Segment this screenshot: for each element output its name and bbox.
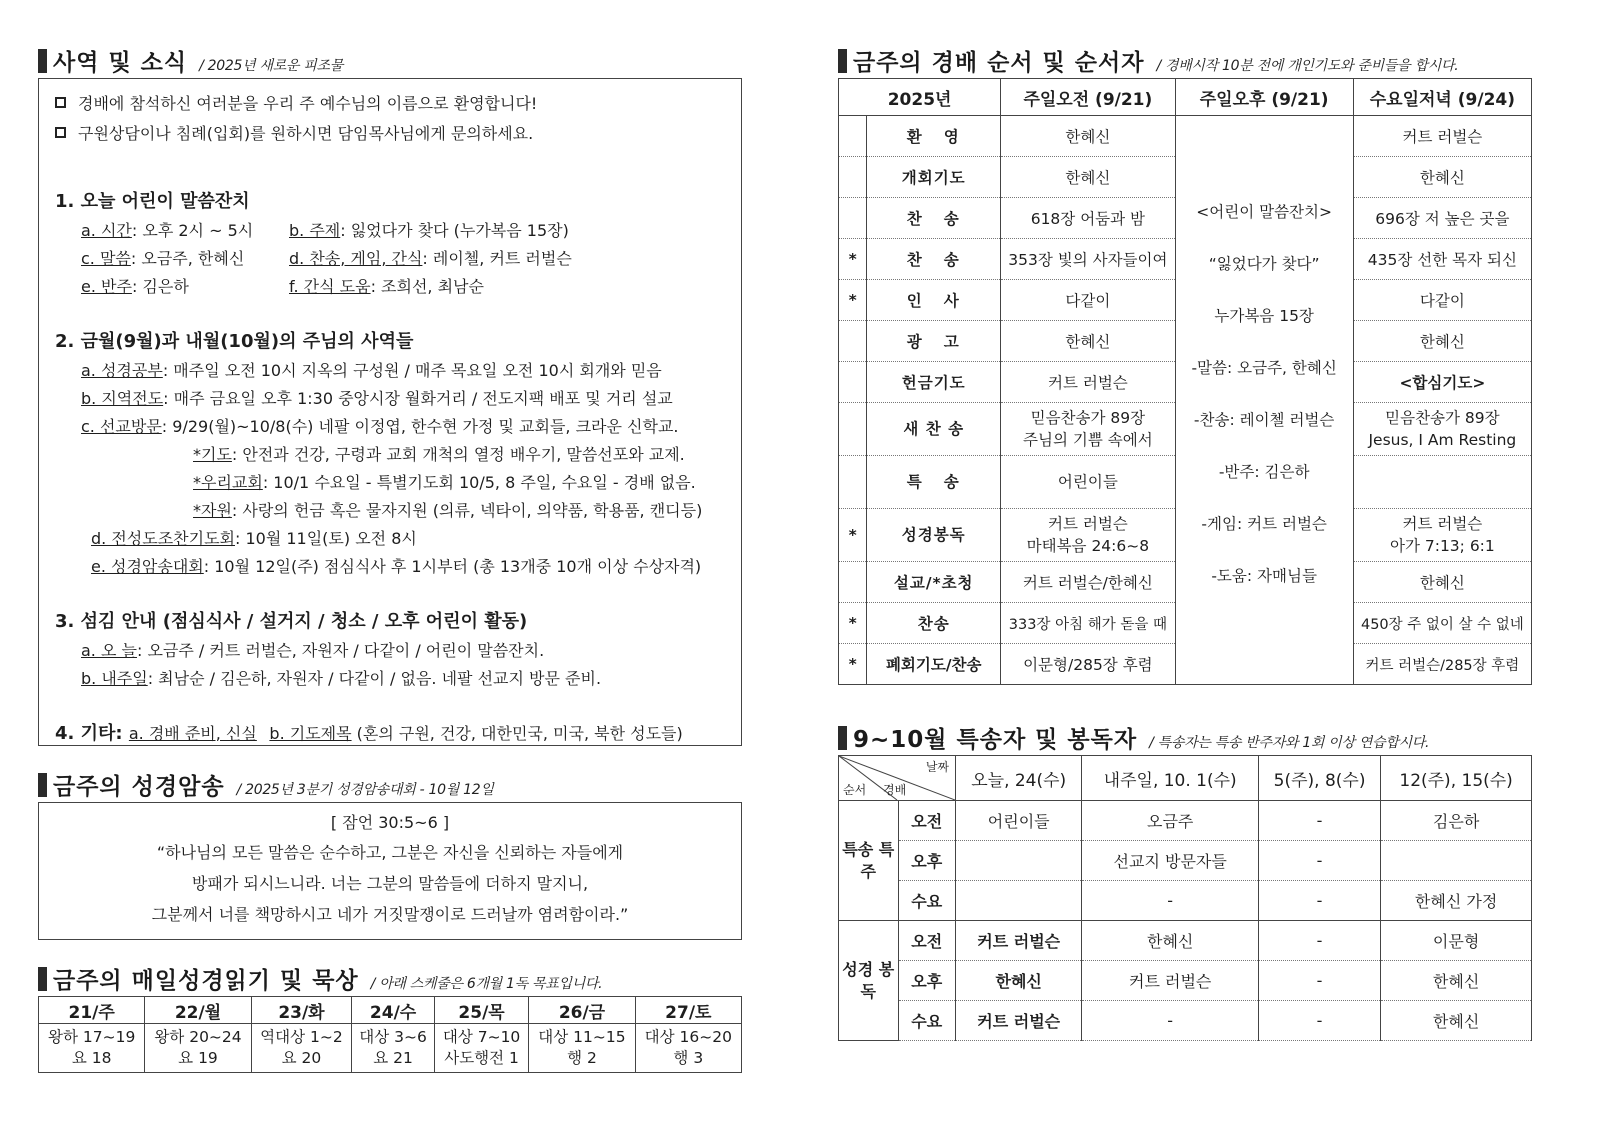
section-1-line (55, 245, 725, 273)
left-page (38, 44, 742, 1073)
wednesday-cell (1353, 509, 1531, 562)
section-2-heading: 2. 금월(9월)과 내월(10월)의 주님의 사역들 (55, 331, 414, 352)
verse-line: 방패가 되시느니라. 너는 그분의 말씀들에 더하지 말지니, (191, 874, 589, 893)
special-header-row (839, 756, 1532, 801)
day-header: 23/화 (251, 997, 352, 1024)
wednesday-header: 수요일저녁 (9/24) (1353, 79, 1531, 116)
reading-subtitle: / 아래 스케줄은 6개월 1독 목표입니다. (370, 976, 603, 992)
sunday-am-cell: 어린이들 (1001, 456, 1175, 509)
section-4-heading: 4. 기타: a. 경배 준비, 신실 b. 기도제목 (혼의 구원, 건강, 대한민국, 미국, 북한 성도들) (55, 723, 683, 744)
section-bar-icon (38, 773, 47, 797)
special-cell: - (1082, 881, 1259, 921)
verse-title: 금주의 성경암송 (53, 774, 225, 800)
special-row (839, 961, 1532, 1001)
pm-line: -도움: 자매님들 (1211, 567, 1317, 585)
item-label: *자원 (193, 501, 232, 520)
pm-line: -게임: 커트 러벌슨 (1201, 515, 1327, 533)
notice-welcome (55, 87, 725, 117)
section-2-line (55, 553, 725, 581)
date-header: 내주일, 10. 1(수) (1082, 756, 1259, 801)
order-item-name: 인사 (867, 280, 1001, 321)
section-1-heading: 1. 오늘 어린이 말씀잔치 (55, 191, 250, 212)
item-label: b. 주제 (289, 221, 341, 240)
reading-line: 요 21 (373, 1049, 413, 1067)
date-header: 12(주), 15(수) (1381, 756, 1532, 801)
order-item-name: 찬송 (867, 198, 1001, 239)
pm-line: <어린이 말씀잔치> (1196, 203, 1332, 221)
sunday-am-cell: 한혜신 (1001, 157, 1175, 198)
cell-line: 커트 러벌슨 (1047, 515, 1128, 533)
item-text: : 잃었다가 찾다 (누가복음 15장) (340, 221, 569, 240)
section-3-heading: 3. 섬김 안내 (점심식사 / 설거지 / 청소 / 오후 어린이 활동) (55, 611, 528, 632)
news-section-header (38, 44, 742, 78)
checkbox-square-icon (55, 127, 66, 138)
reading-line: 요 18 (71, 1049, 112, 1067)
item-label: *우리교회 (193, 473, 263, 492)
slot-label: 오후 (898, 961, 956, 1001)
item-text: (혼의 구원, 건강, 대한민국, 미국, 북한 성도들) (351, 724, 683, 743)
wednesday-cell: <합심기도> (1353, 362, 1531, 403)
verse-section-header (38, 768, 742, 802)
slot-label: 오후 (898, 841, 956, 881)
verse-reference: [ 잠언 30:5~6 ] (330, 813, 450, 832)
special-cell: - (1258, 1001, 1380, 1041)
day-header: 21/주 (39, 997, 145, 1024)
order-section-header (838, 44, 1532, 78)
section-2-line (55, 357, 725, 385)
wednesday-cell: 696장 저 높은 곳을 (1353, 198, 1531, 239)
standing-mark (839, 403, 867, 456)
item-text: : 조희선, 최남순 (370, 277, 484, 296)
standing-mark (839, 116, 867, 157)
reading-cell (434, 1024, 528, 1073)
reading-header-row (39, 997, 742, 1024)
item-label: e. 성경암송대회 (91, 557, 204, 576)
item-label: b. 내주일 (81, 669, 148, 688)
item-text: : 김은하 (131, 277, 189, 296)
section-bar-icon (838, 49, 847, 73)
memory-verse-box (38, 802, 742, 940)
special-cell: - (1258, 881, 1380, 921)
wednesday-cell: 한혜신 (1353, 562, 1531, 603)
cell-line: 아가 7:13; 6:1 (1389, 537, 1495, 555)
reading-title: 금주의 매일성경읽기 및 묵상 (53, 968, 359, 994)
reading-cell (145, 1024, 251, 1073)
year-header: 2025년 (839, 79, 1001, 116)
standing-mark (839, 562, 867, 603)
item-label: e. 반주 (81, 277, 132, 296)
wednesday-cell: 커트 러벌슨 (1353, 116, 1531, 157)
special-cell (956, 881, 1082, 921)
special-cell (1381, 841, 1532, 881)
reading-cell (352, 1024, 435, 1073)
verse-subtitle: / 2025년 3분기 성경암송대회 - 10월 12일 (236, 782, 494, 798)
diagonal-corner-cell (839, 756, 956, 801)
cell-line: 믿음찬송가 89장 (1385, 409, 1500, 427)
notice-text: 구원상담이나 침례(입회)를 원하시면 담임목사님에게 문의하세요. (78, 123, 534, 143)
order-item-name: 헌금기도 (867, 362, 1001, 403)
order-item-name: 성경봉독 (867, 509, 1001, 562)
cell-line: 커트 러벌슨 (1402, 515, 1483, 533)
slot-label: 수요 (898, 1001, 956, 1041)
group-label-scripture-reading: 성경 봉독 (839, 921, 899, 1041)
standing-mark (839, 456, 867, 509)
corner-order-label: 순서 (843, 783, 867, 797)
item-label: a. 시간 (81, 221, 132, 240)
item-text: : 사랑의 헌금 혹은 물자지원 (의류, 넥타이, 의약품, 학용품, 캔디등) (231, 501, 703, 520)
order-item-name: 새 찬 송 (867, 403, 1001, 456)
item-text: : 안전과 건강, 구령과 교회 개척의 열정 배우기, 말씀선포와 교제. (231, 445, 685, 464)
wednesday-cell: 커트 러벌슨/285장 후렴 (1353, 644, 1531, 685)
day-header: 24/수 (352, 997, 435, 1024)
wednesday-cell: 다같이 (1353, 280, 1531, 321)
section-3-line (55, 637, 725, 665)
section-2-line (55, 497, 725, 525)
item-text: : 10/1 수요일 - 특별기도회 10/5, 8 주일, 수요일 - 경배 없음. (262, 473, 696, 492)
wednesday-cell: 한혜신 (1353, 321, 1531, 362)
section-bar-icon (38, 49, 47, 73)
special-cell: 커트 러벌슨 (956, 1001, 1082, 1041)
reading-cell (39, 1024, 145, 1073)
cell-line: 마태복음 24:6~8 (1026, 537, 1150, 555)
reading-line: 대상 11~15 (538, 1028, 626, 1046)
special-cell: 어린이들 (956, 801, 1082, 841)
special-row (839, 801, 1532, 841)
item-label: a. 성경공부 (81, 361, 163, 380)
reading-line: 요 19 (178, 1049, 218, 1067)
sunday-am-cell (1001, 509, 1175, 562)
item-label: d. 찬송, 게임, 간식 (289, 249, 423, 268)
item-label: b. 지역전도 (81, 389, 164, 408)
sunday-am-cell: 333장 아침 해가 돋을 때 (1001, 603, 1175, 644)
reading-cell (251, 1024, 352, 1073)
item-text: : 10월 12일(주) 점심식사 후 1시부터 (총 13개중 10개 이상 수상자격) (203, 557, 702, 576)
special-title: 9~10월 특송자 및 봉독자 (853, 727, 1138, 753)
special-row (839, 841, 1532, 881)
slot-label: 오전 (898, 801, 956, 841)
order-item-name: 찬송 (867, 603, 1001, 644)
reading-line: 대상 3~6 (359, 1028, 427, 1046)
pm-line: -반주: 김은하 (1218, 463, 1310, 481)
notice-counsel (55, 117, 725, 147)
item-label: d. 전성도조찬기도회 (91, 529, 235, 548)
special-cell: 한혜신 가정 (1381, 881, 1532, 921)
reading-line: 행 2 (567, 1049, 597, 1067)
reading-cell (529, 1024, 635, 1073)
section-2-line (55, 441, 725, 469)
checkbox-square-icon (55, 97, 66, 108)
item-text: : 오금주 / 커트 러벌슨, 자원자 / 다같이 / 어린이 말씀잔치. (136, 641, 545, 660)
special-cell: - (1082, 1001, 1259, 1041)
special-row (839, 881, 1532, 921)
sunday-am-cell: 한혜신 (1001, 116, 1175, 157)
item-label: c. 말씀 (81, 249, 131, 268)
sunday-am-cell: 353장 빛의 사자들이여 (1001, 239, 1175, 280)
reading-line: 대상 7~10 (442, 1028, 521, 1046)
item-text: : 레이첼, 커트 러벌슨 (422, 249, 572, 268)
order-item-name: 찬송 (867, 239, 1001, 280)
special-section-header (838, 721, 1532, 755)
date-header: 오늘, 24(수) (956, 756, 1082, 801)
reading-line: 역대상 1~2 (260, 1028, 343, 1046)
special-table (838, 755, 1532, 1041)
date-header: 5(주), 8(수) (1258, 756, 1380, 801)
special-cell: 한혜신 (956, 961, 1082, 1001)
section-3-line (55, 665, 725, 693)
reading-line: 요 20 (281, 1049, 322, 1067)
special-row (839, 1001, 1532, 1041)
day-header: 26/금 (529, 997, 635, 1024)
item-text: : 10월 11일(토) 오전 8시 (234, 529, 417, 548)
standing-mark: * (839, 509, 867, 562)
section-2-line (55, 525, 725, 553)
sunday-pm-merged-cell (1175, 116, 1353, 685)
order-item-name: 광고 (867, 321, 1001, 362)
verse-line: “하나님의 모든 말씀은 순수하고, 그분은 자신을 신뢰하는 자들에게 (156, 843, 624, 862)
order-row (839, 116, 1532, 157)
sunday-am-cell: 한혜신 (1001, 321, 1175, 362)
news-title: 사역 및 소식 (53, 50, 188, 76)
standing-mark (839, 362, 867, 403)
item-text: : 9/29(월)~10/8(수) 네팔 이정엽, 한수현 가정 및 교회들, 크라운 신학교. (161, 417, 679, 436)
section-1-line (55, 273, 725, 301)
order-title: 금주의 경배 순서 및 순서자 (853, 50, 1145, 76)
sunday-am-cell: 커트 러벌슨/한혜신 (1001, 562, 1175, 603)
special-cell: 김은하 (1381, 801, 1532, 841)
wednesday-cell: 한혜신 (1353, 157, 1531, 198)
item-text: : 매주 금요일 오후 1:30 중앙시장 월화거리 / 전도지팩 배포 및 거리 설교 (163, 389, 673, 408)
slot-label: 오전 (898, 921, 956, 961)
day-header: 25/목 (434, 997, 528, 1024)
order-item-name: 특송 (867, 456, 1001, 509)
item-text: : 최남순 / 김은하, 자원자 / 다같이 / 없음. 네팔 선교지 방문 준비. (147, 669, 602, 688)
special-cell: 한혜신 (1082, 921, 1259, 961)
section-bar-icon (838, 726, 847, 750)
notice-text: 경배에 참석하신 여러분을 우리 주 예수님의 이름으로 환영합니다! (78, 93, 538, 113)
order-item-name: 폐회기도/찬송 (867, 644, 1001, 685)
item-label: a. 오 늘 (81, 641, 137, 660)
wednesday-cell (1353, 403, 1531, 456)
standing-mark (839, 198, 867, 239)
sunday-am-cell: 618장 어둠과 밤 (1001, 198, 1175, 239)
standing-mark: * (839, 603, 867, 644)
special-cell: - (1258, 921, 1380, 961)
reading-line: 행 3 (673, 1049, 704, 1067)
corner-date-label: 날짜 (925, 760, 949, 774)
standing-mark: * (839, 280, 867, 321)
news-box (38, 78, 742, 746)
sunday-am-header: 주일오전 (9/21) (1001, 79, 1175, 116)
group-label-special-song: 특송 특주 (839, 801, 899, 921)
special-cell: 이문형 (1381, 921, 1532, 961)
wednesday-cell: 450장 주 없이 살 수 없네 (1353, 603, 1531, 644)
special-cell: 오금주 (1082, 801, 1259, 841)
order-header-row (839, 79, 1532, 116)
worship-order-table (838, 78, 1532, 685)
special-cell: - (1258, 801, 1380, 841)
news-subtitle: / 2025년 새로운 피조물 (199, 58, 343, 74)
sunday-am-cell: 이문형/285장 후렴 (1001, 644, 1175, 685)
pm-line: -말씀: 오금주, 한혜신 (1191, 359, 1337, 377)
reading-table (38, 996, 742, 1073)
pm-line: “잃었다가 찾다” (1208, 255, 1320, 273)
reading-section-header (38, 962, 742, 996)
special-cell: - (1258, 841, 1380, 881)
right-page (838, 44, 1532, 1041)
section-1-line (55, 217, 725, 245)
reading-line: 왕하 17~19 (48, 1028, 136, 1046)
sunday-am-cell: 커트 러벌슨 (1001, 362, 1175, 403)
pm-line: -찬송: 레이첼 러벌슨 (1193, 411, 1335, 429)
order-item-name: 설교/*초청 (867, 562, 1001, 603)
special-cell: 커트 러벌슨 (1082, 961, 1259, 1001)
reading-line: 대상 16~20 (644, 1028, 732, 1046)
standing-mark: * (839, 644, 867, 685)
order-item-name: 환영 (867, 116, 1001, 157)
wednesday-cell (1353, 456, 1531, 509)
slot-label: 수요 (898, 881, 956, 921)
day-header: 27/토 (635, 997, 741, 1024)
item-label: a. 경배 준비, 신실 (128, 724, 257, 743)
day-header: 22/월 (145, 997, 251, 1024)
verse-line: 그분께서 너를 책망하시고 네가 거짓말쟁이로 드러날까 염려함이라.” (151, 905, 629, 924)
section-bar-icon (38, 967, 47, 991)
special-cell: - (1258, 961, 1380, 1001)
item-label: f. 간식 도움 (289, 277, 371, 296)
item-label: c. 선교방문 (81, 417, 162, 436)
special-cell: 선교지 방문자들 (1082, 841, 1259, 881)
cell-line: 믿음찬송가 89장 (1030, 409, 1146, 427)
sunday-am-cell (1001, 403, 1175, 456)
item-text: : 매주일 오전 10시 지옥의 구성원 / 매주 목요일 오전 10시 회개와 믿음 (162, 361, 662, 380)
section-2-line (55, 469, 725, 497)
special-cell: 한혜신 (1381, 1001, 1532, 1041)
special-cell (956, 841, 1082, 881)
special-cell: 커트 러벌슨 (956, 921, 1082, 961)
special-subtitle: / 특송자는 특송 반주자와 1회 이상 연습합시다. (1149, 735, 1430, 751)
reading-row (39, 1024, 742, 1073)
cell-line: 주님의 기쁨 속에서 (1023, 431, 1153, 449)
special-row (839, 921, 1532, 961)
wednesday-cell: 435장 선한 목자 되신 (1353, 239, 1531, 280)
section-2-line (55, 413, 725, 441)
order-item-name: 개회기도 (867, 157, 1001, 198)
reading-line: 왕하 20~24 (154, 1028, 242, 1046)
standing-mark (839, 321, 867, 362)
section-2-line (55, 385, 725, 413)
order-subtitle: / 경배시작 10분 전에 개인기도와 준비들을 합시다. (1156, 58, 1459, 74)
section-4-title: 4. 기타 (55, 723, 116, 744)
reading-cell (635, 1024, 741, 1073)
cell-line: Jesus, I Am Resting (1368, 431, 1517, 449)
item-text: : 오금주, 한혜신 (130, 249, 245, 268)
reading-line: 사도행전 1 (444, 1049, 519, 1067)
pm-line: 누가복음 15장 (1214, 307, 1314, 325)
sunday-am-cell: 다같이 (1001, 280, 1175, 321)
standing-mark (839, 157, 867, 198)
item-text: : 오후 2시 ~ 5시 (131, 221, 254, 240)
sunday-pm-header: 주일오후 (9/21) (1175, 79, 1353, 116)
item-label: b. 기도제목 (269, 724, 352, 743)
corner-service-label: 경배 (883, 783, 907, 797)
item-label: *기도 (193, 445, 232, 464)
special-cell: 한혜신 (1381, 961, 1532, 1001)
standing-mark: * (839, 239, 867, 280)
